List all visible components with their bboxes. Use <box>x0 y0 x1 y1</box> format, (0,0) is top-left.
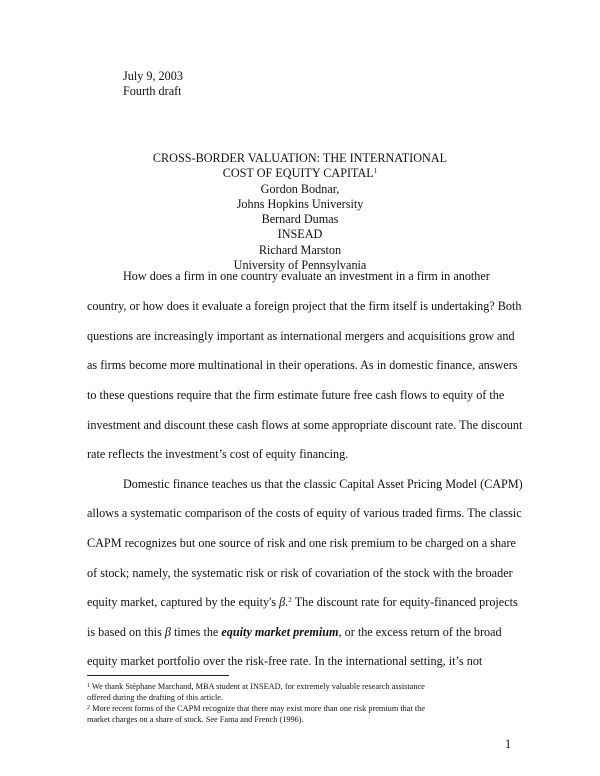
draft-line: Fourth draft <box>123 84 182 98</box>
text-line: CAPM recognizes but one source of risk and one risk premium to be charged on a share <box>87 536 516 550</box>
footnote-2: $^2$ More recent forms of the CAPM recognize that there may exist more than one risk premium that the market charges on a share of stock. See Fama and French (1996). <box>87 704 426 724</box>
footnote-mark: 2 <box>87 705 90 711</box>
text-line: equity market portfolio over the risk-free rate. In the international setting, it’s not <box>87 654 483 668</box>
footnote-ref-2: 2 <box>288 596 292 604</box>
author-name: Richard Marston <box>258 242 342 257</box>
text-line: rate reflects the investment’s cost of equity financing. <box>87 447 349 461</box>
text-line: Domestic finance teaches us that the classic Capital Asset Pricing Model (CAPM) <box>123 477 523 491</box>
footnote-1: $^1$ We thank Stéphane Marchand, MBA student at INSEAD, for extremely valuable research assistance offered during the drafting of this article. <box>87 682 425 702</box>
text-line: to these questions require that the firm estimate future free cash flows to equity of the <box>87 388 505 402</box>
date-line: July 9, 2003 <box>123 69 183 83</box>
text-line: investment and discount these cash flows at some appropriate discount rate. The discount <box>87 418 523 432</box>
beta-symbol: β <box>164 625 171 639</box>
emphasized-term: equity market premium <box>221 625 339 639</box>
author-affiliation: University of Pennsylvania <box>233 258 367 273</box>
footnote-separator <box>87 675 229 676</box>
footnote-ref-1: 1 <box>373 167 378 176</box>
author-affiliation: Johns Hopkins University <box>236 196 364 211</box>
text-line: allows a systematic comparison of the costs of equity of various traded firms. The classic <box>87 506 522 520</box>
title-line-2: COST OF EQUITY CAPITAL$^1$ <box>222 166 378 181</box>
beta-symbol: β <box>279 595 286 609</box>
text-line: questions are increasingly important as international mergers and acquisitions grow and <box>87 329 515 343</box>
text-line: as firms become more multinational in their operations. As in domestic finance, answers <box>87 358 518 372</box>
footnote-mark: 1 <box>87 683 90 689</box>
author-affiliation: INSEAD <box>277 227 323 242</box>
page-number: 1 <box>505 737 512 751</box>
text-line: equity market, captured by the equity's β.$^2$ The discount rate for equity-financed projects <box>87 595 518 609</box>
text-line: How does a firm in one country evaluate an investment in a firm in another <box>123 269 490 283</box>
title-block <box>34 151 566 273</box>
text-line: country, or how does it evaluate a foreign project that the firm itself is undertaking? Both <box>87 299 522 313</box>
author-name: Bernard Dumas <box>261 212 339 227</box>
text-line: is based on this β times the equity market premium, or the excess return of the broad <box>87 625 502 639</box>
title-line-1: CROSS-BORDER VALUATION: THE INTERNATIONAL <box>152 151 448 165</box>
author-name: Gordon Bodnar, <box>260 181 340 196</box>
text-line: of stock; namely, the systematic risk or risk of covariation of the stock with the broader <box>87 566 513 580</box>
document-header <box>123 69 183 99</box>
